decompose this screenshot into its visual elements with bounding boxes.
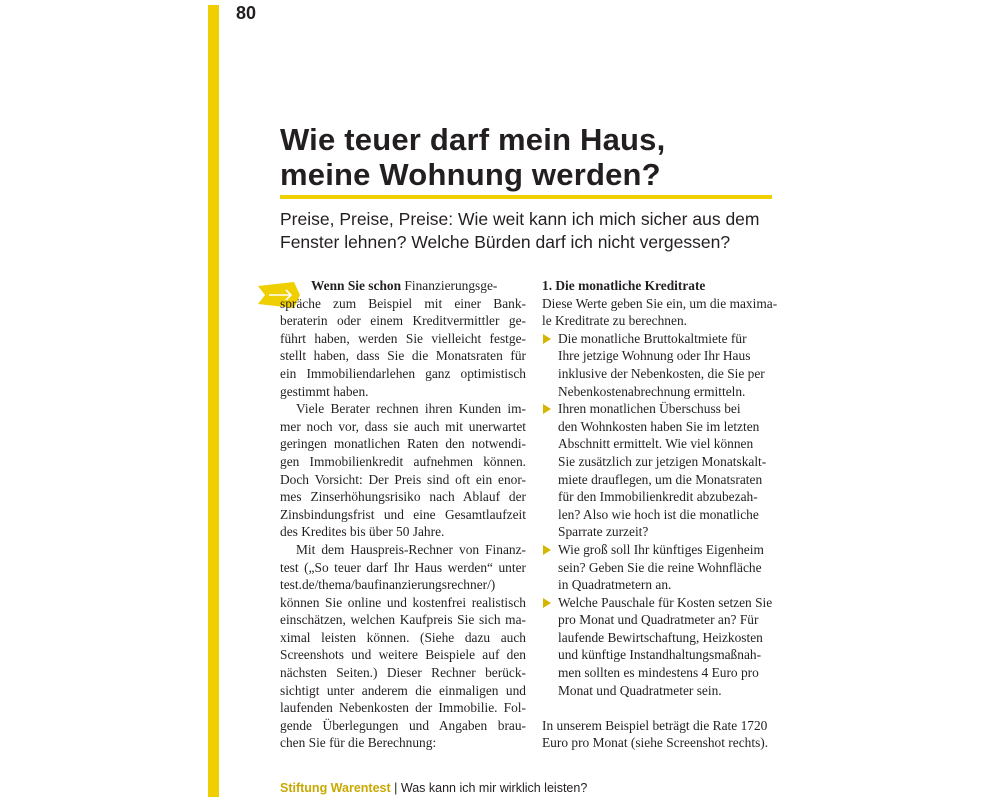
text-line: gende Überlegungen und Angaben brau- <box>280 717 526 733</box>
triangle-bullet-icon <box>543 404 551 414</box>
bullet-list <box>542 330 794 699</box>
title-line: Wie teuer darf mein Haus, <box>280 122 666 157</box>
text-line: stellt haben, dass Sie die Monatsraten für <box>280 348 526 364</box>
text-line: des Kredites bis über 50 Jahre. <box>280 524 445 540</box>
title-underline <box>280 195 772 199</box>
accent-bar <box>208 5 219 797</box>
text-line: In unserem Beispiel beträgt die Rate 1720 <box>542 717 768 733</box>
subtitle-line: Preise, Preise, Preise: Wie weit kann ich mich sicher aus dem <box>280 209 760 229</box>
text-line: Abschnitt ermittelt. Wie viel können <box>558 436 754 452</box>
text-line: führt haben, werden Sie vielleicht festge- <box>280 330 526 346</box>
text-line: Wie groß soll Ihr künftiges Eigenheim <box>558 541 764 557</box>
list-item <box>542 541 794 594</box>
text-line: ein Immobiliendarlehen ganz optimistisch <box>280 365 526 381</box>
text-line: Monat und Quadratmeter sein. <box>558 682 722 698</box>
left-column <box>280 277 526 752</box>
page-title <box>280 122 800 192</box>
text-line: test („So teuer darf Ihr Haus werden“ unter <box>280 559 526 575</box>
footer-brand: Stiftung Warentest <box>280 781 391 795</box>
text-line: Ihren monatlichen Überschuss bei <box>558 401 741 417</box>
text-line: Diese Werte geben Sie ein, um die maxima- <box>542 295 778 311</box>
subtitle <box>280 208 800 254</box>
text-line: mes Zinserhöhungsrisiko nach Ablauf der <box>280 489 526 505</box>
text-line: Zinsbindungsfrist und eine Gesamtlaufzeit <box>280 506 526 522</box>
text-line: Sie zusätzlich zur jetzigen Monatskalt- <box>558 453 767 469</box>
text-line: Welche Pauschale für Kosten setzen Sie <box>558 594 773 610</box>
text-line: test.de/thema/baufinanzierungsrechner/) <box>280 577 496 593</box>
paragraph-gap <box>542 699 794 717</box>
text-line: sein? Geben Sie die reine Wohnfläche <box>558 559 762 575</box>
page-footer <box>280 781 587 795</box>
triangle-bullet-icon <box>543 598 551 608</box>
text-line: ximal leisten können. (Siehe dazu auch <box>280 629 526 645</box>
text-line: geringen monatlichen Raten den notwendi- <box>280 436 526 452</box>
text-line: beraterin oder einem Kreditvermittler ge- <box>280 313 526 329</box>
text-line: nächsten Seiten.) Dieser Rechner berück- <box>280 665 526 681</box>
list-item <box>542 594 794 700</box>
text-line: Nebenkostenabrechnung ermitteln. <box>558 383 746 399</box>
text-line: Sparrate zurzeit? <box>558 524 649 540</box>
text-line: Euro pro Monat (siehe Screenshot rechts). <box>542 735 769 751</box>
text-line: le Kreditrate zu berechnen. <box>542 313 687 329</box>
text-line: Wenn Sie schon Finanzierungsge- <box>311 278 498 293</box>
text-line: einschätzen, welchen Kaufpreis Sie sich ma- <box>280 612 526 628</box>
text-line: laufenden Nebenkosten der Immobilie. Fol- <box>280 700 526 716</box>
list-item <box>542 330 794 400</box>
right-column <box>542 277 794 752</box>
text-line: für den Immobilienkredit abzubezah- <box>558 489 758 505</box>
text-line: Screenshots und weitere Beispiele auf den <box>280 647 526 663</box>
text-line: pro Monat und Quadratmeter an? Für <box>558 612 759 628</box>
text-line: gen Immobilienkredit aufnehmen können. <box>280 453 526 469</box>
text-line: Ihre jetzige Wohnung oder Ihr Haus <box>558 348 751 364</box>
text-line: können Sie online und kostenfrei realistisch <box>280 594 526 610</box>
text-line: spräche zum Beispiel mit einer Bank- <box>280 295 526 311</box>
footer-separator: | <box>394 781 398 795</box>
text-line: miete drauflegen, um die Monatsraten <box>558 471 763 487</box>
list-item <box>542 400 794 541</box>
text-line: in Quadratmetern an. <box>558 577 672 593</box>
text-line: sichtigt unter anderem die einmaligen und <box>280 682 526 698</box>
section-heading: 1. Die monatliche Kreditrate <box>542 278 706 293</box>
text-line: men sollten es mindestens 4 Euro pro <box>558 665 759 681</box>
text-line: gestimmt haben. <box>280 383 369 399</box>
text-line: chen Sie für die Berechnung: <box>280 735 437 751</box>
text-line: Viele Berater rechnen ihren Kunden im- <box>296 401 526 417</box>
footer-book-title: Was kann ich mir wirklich leisten? <box>400 781 588 795</box>
text-line: Mit dem Hauspreis-Rechner von Finanz- <box>296 541 526 557</box>
text-line: Doch Vorsicht: Der Preis sind oft ein enor- <box>280 471 526 487</box>
text-line: inklusive der Nebenkosten, die Sie per <box>558 365 765 381</box>
subtitle-line: Fenster lehnen? Welche Bürden darf ich nicht vergessen? <box>280 232 731 252</box>
triangle-bullet-icon <box>543 545 551 555</box>
text-line: Die monatliche Bruttokaltmiete für <box>558 330 747 346</box>
text-line: laufende Bewirtschaftung, Heizkosten <box>558 629 763 645</box>
lead-in: Wenn Sie schon <box>311 278 402 293</box>
triangle-bullet-icon <box>543 334 551 344</box>
text-line: und künftige Instandhaltungsmaßnah- <box>558 647 762 663</box>
text-line: mer noch vor, dass sie auch mit unerwartet <box>280 418 526 434</box>
page-number: 80 <box>236 3 257 23</box>
title-line: meine Wohnung werden? <box>280 157 661 192</box>
text-line: den Wohnkosten haben Sie im letzten <box>558 418 760 434</box>
text-line: len? Also wie hoch ist die monatliche <box>558 506 759 522</box>
